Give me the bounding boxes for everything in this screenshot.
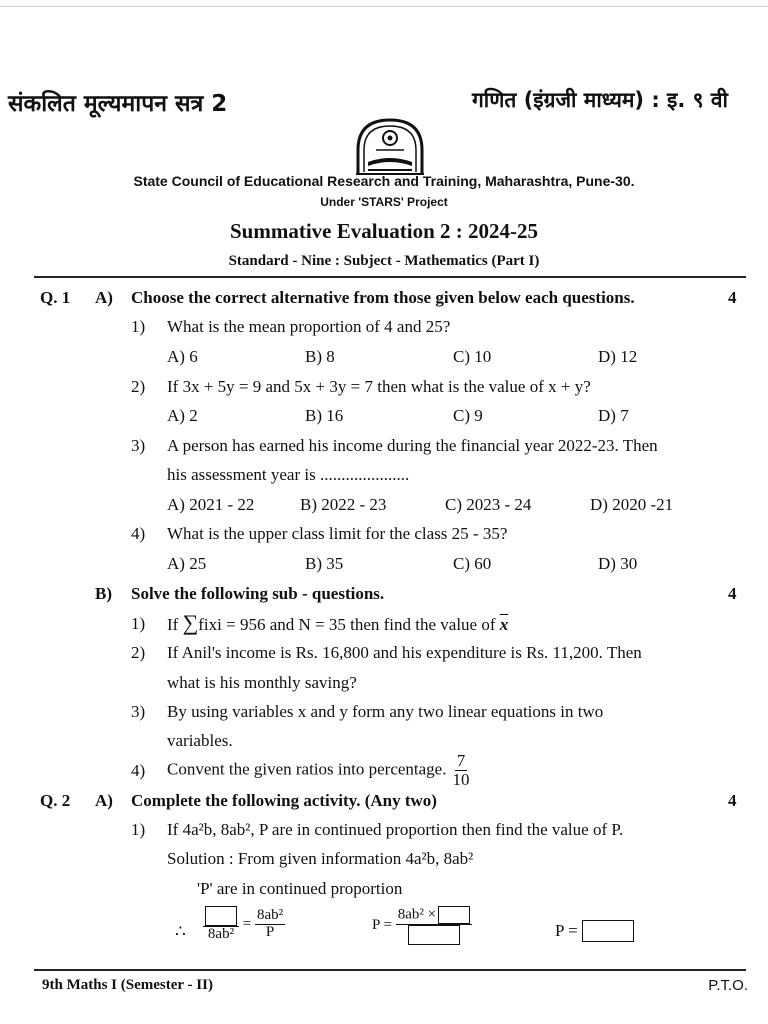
scert-emblem-icon [354, 116, 426, 178]
q1a-item2-option-b: B) 16 [305, 406, 344, 425]
therefore-symbol: ∴ [175, 922, 186, 941]
equals-sign: = [242, 915, 252, 932]
q2a-solution: Solution : From given information 4a²b, 8ab² [167, 849, 474, 868]
q1a-item1-option-d: D) 12 [598, 347, 638, 366]
q2-label: Q. 2 [40, 791, 71, 810]
q1-partB-label: B) [95, 584, 112, 603]
q1a-item2-option-d: D) 7 [598, 406, 629, 425]
q1a-item4-num: 4) [131, 524, 146, 543]
q1a-item3-num: 3) [131, 436, 146, 455]
q2-partA-label: A) [95, 791, 113, 810]
q2-partA-marks: 4 [728, 791, 737, 810]
council-name: State Council of Educational Research and Training, Maharashtra, Pune-30. [133, 173, 635, 189]
q2a-solution-line2: 'P' are in continued proportion [197, 879, 403, 898]
answer-box-4[interactable] [582, 920, 634, 942]
q2a-item1-text: If 4a²b, 8ab², P are in continued proportion then find the value of P. [167, 820, 624, 839]
eq1-rhs-denominator: P [265, 923, 275, 940]
q1b-item3-num: 3) [131, 702, 146, 721]
q1b-item4-text: Convent the given ratios into percentage. [167, 759, 447, 779]
q1b-item2-num: 2) [131, 643, 146, 662]
q1b-item4-num: 4) [131, 761, 146, 780]
q1b-item4-text-wrap [167, 752, 471, 789]
q2a-item1-num: 1) [131, 820, 146, 839]
q1b-item1-mid: fixi = 956 and N = 35 then find the value of [198, 615, 500, 634]
fraction-numerator: 7 [456, 751, 466, 770]
footer-subject: 9th Maths I (Semester - II) [42, 977, 213, 993]
eq2-numerator [396, 906, 472, 925]
q1a-item4-option-a: A) 25 [167, 554, 207, 573]
q1b-item2-text: If Anil's income is Rs. 16,800 and his expenditure is Rs. 11,200. Then [167, 643, 642, 662]
q1a-item2-option-c: C) 9 [453, 406, 483, 425]
standard-subject: Standard - Nine : Subject - Mathematics (Part I) [228, 253, 540, 269]
q1a-item3-option-a: A) 2021 - 22 [167, 495, 255, 514]
q1a-item1-text: What is the mean proportion of 4 and 25? [167, 317, 451, 336]
equation-1 [203, 906, 285, 943]
eq2-denominator [406, 925, 462, 945]
q1a-item1-option-a: A) 6 [167, 347, 198, 366]
answer-box-1[interactable] [205, 906, 237, 926]
q1a-item3-option-c: C) 2023 - 24 [445, 495, 532, 514]
q1a-item2-num: 2) [131, 377, 146, 396]
footer-divider [34, 969, 746, 971]
eq2-lhs: P = [372, 917, 392, 933]
q1b-item3-text-line2: variables. [167, 731, 233, 750]
eq2-numerator-text: 8ab² × [397, 906, 437, 923]
q1a-item3-text-line2: his assessment year is ..................... [167, 465, 410, 484]
q1b-item1-num: 1) [131, 614, 146, 633]
q1b-item2-text-line2: what is his monthly saving? [167, 673, 357, 692]
footer-pto: P.T.O. [708, 977, 748, 994]
q1-partA-instruction: Choose the correct alternative from those given below each questions. [131, 288, 635, 307]
eq1-lhs-denominator: 8ab² [207, 926, 235, 942]
answer-box-3[interactable] [408, 925, 460, 945]
q1a-item2-text: If 3x + 5y = 9 and 5x + 3y = 7 then what is the value of x + y? [167, 377, 591, 396]
sigma-symbol: ∑ [182, 610, 199, 635]
q1a-item3-option-b: B) 2022 - 23 [300, 495, 387, 514]
subject-title-marathi: गणित (इंग्रजी माध्यम) : इ. ९ वी [471, 88, 728, 112]
q1a-item2-option-a: A) 2 [167, 406, 198, 425]
x-bar-symbol: $\overline{x}$ [499, 615, 509, 634]
equation-3 [555, 920, 634, 942]
fraction-denominator: 10 [452, 769, 470, 789]
eq1-lhs-fraction [203, 906, 239, 943]
eq2-fraction [396, 906, 472, 945]
equation-2 [372, 906, 472, 945]
q1-label: Q. 1 [40, 288, 71, 307]
header-divider [34, 276, 746, 278]
q1-partA-marks: 4 [728, 288, 737, 307]
q1a-item3-text: A person has earned his income during the financial year 2022-23. Then [167, 436, 658, 455]
eq1-rhs-numerator: 8ab² [256, 907, 284, 924]
top-border [0, 6, 768, 7]
q1b-item3-text: By using variables x and y form any two linear equations in two [167, 702, 604, 721]
q1a-item4-option-c: C) 60 [453, 554, 492, 573]
q1a-item4-option-d: D) 30 [598, 554, 638, 573]
eq1-rhs-fraction [255, 908, 285, 941]
q1-partB-instruction: Solve the following sub - questions. [131, 584, 385, 603]
q1-partA-label: A) [95, 288, 113, 307]
q1a-item1-num: 1) [131, 317, 146, 336]
evaluation-title: Summative Evaluation 2 : 2024-25 [229, 219, 538, 243]
exam-title-marathi: संकलित मूल्यमापन सत्र 2 [8, 91, 228, 117]
q1a-item1-option-b: B) 8 [305, 347, 335, 366]
q1a-item4-text: What is the upper class limit for the class 25 - 35? [167, 524, 508, 543]
q1-partB-marks: 4 [728, 584, 737, 603]
q2-partA-instruction: Complete the following activity. (Any two) [131, 791, 437, 810]
q1b-item1-pre: If [167, 615, 183, 634]
ratio-fraction [450, 752, 471, 789]
answer-box-2[interactable] [438, 906, 470, 924]
q1a-item3-option-d: D) 2020 -21 [590, 495, 674, 514]
eq1-lhs-numerator [203, 906, 239, 927]
project-name: Under 'STARS' Project [320, 195, 448, 209]
eq3-lhs: P = [555, 921, 578, 941]
q1a-item1-option-c: C) 10 [453, 347, 492, 366]
q1a-item4-option-b: B) 35 [305, 554, 344, 573]
q1b-item1-text [167, 610, 508, 636]
